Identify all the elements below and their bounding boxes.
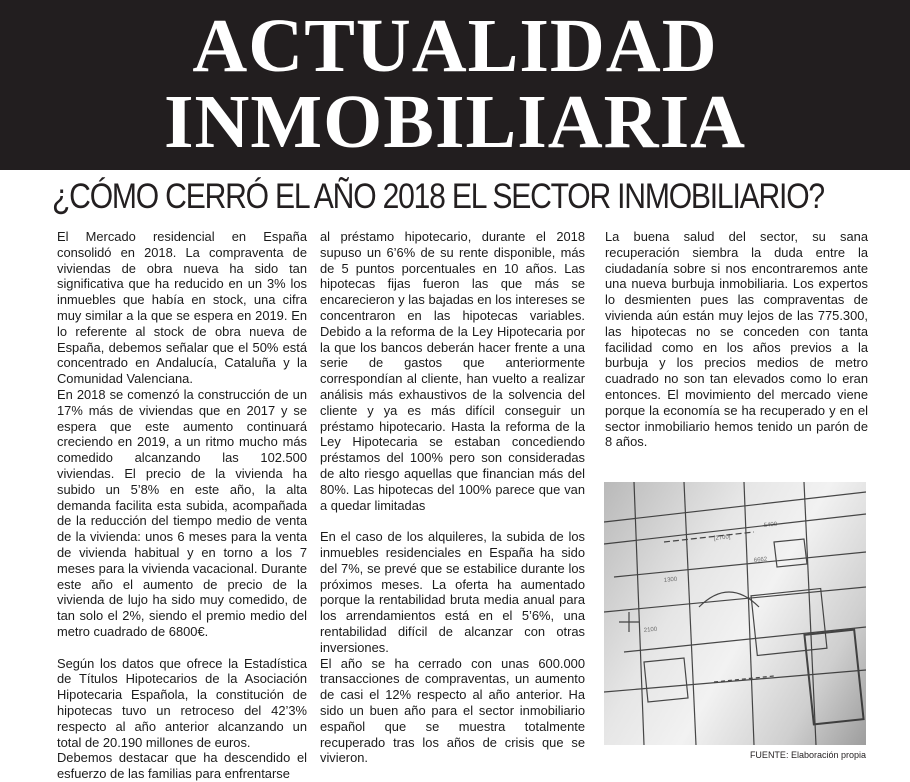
paragraph: En 2018 se comenzó la construcción de un 17% más de viviendas que en 2017 y se espera que este aumento continuará creciendo en 2019, a un ritmo mucho más comedido alcanzando las 102.500 viviendas. El precio de la vivienda ha subido un 5’8% en este año, la alta demanda facilita esta subida, acompañada de la reducción del tiempo medio de venta de la vivienda: unos 6 meses para la venta de vivienda habitual y en torno a los 7 meses para la vivienda vacacional. Durante este año el aumento de precio de la vivienda de lujo ha sido muy comedido, de tan solo el 2%, siendo el premio medio del metro cuadrado de 6800€. [57,386,307,639]
paragraph: El año se ha cerrado con unas 600.000 transacciones de compraventas, un aumento de casi el 12% respecto al año anterior. Ha sido un buen año para el sector inmobiliario español que se muestra totalmente recuperado tras los años de crisis que se vivieron. [320,655,585,766]
masthead-title-line-2: INMOBILIARIA [163,80,747,164]
svg-text:[2700]: [2700] [713,534,731,542]
paragraph: En el caso de los alquileres, la subida de los inmuebles residenciales en España ha sido del 7%, se prevé que se estabilice durante los próximos meses. La oferta ha aumentado porque la rentabilidad bruta media anual para los arrendamientos está en el 5’6%, una rentabilidad difícil de alcanzar con otras inversiones. [320,529,585,655]
source-caption: FUENTE: Elaboración propia [749,750,866,760]
article-headline: ¿CÓMO CERRÓ EL AÑO 2018 EL SECTOR INMOBILIARIO? [52,177,824,216]
paragraph: Según los datos que ofrece la Estadística de Títulos Hipotecarios de la Asociación Hipotecaria Española, la constitución de hipotecas tuvo un retroceso del 42’3% respecto al año anterior alcanzando un total de 20.190 millones de euros. [57,655,307,750]
paragraph: Debemos destacar que ha descendido el esfuerzo de las familias para enfrentarse [57,750,307,782]
masthead [0,0,910,170]
svg-text:6662: 6662 [753,556,768,564]
blueprint-photo [604,482,866,745]
paragraph: al préstamo hipotecario, durante el 2018 supuso un 6’6% de su rente disponible, más de 5 puntos porcentuales en 10 años. Las hipotecas fijas fueron las que más se encarecieron y las bajadas en los intereses se concentraron en las hipotecas variables. Debido a la reforma de la Ley Hipotecaria por la que los bancos deberán hacer frente a una serie de gastos que anteriormente correspondían al cliente, han vuelto a realizar análisis más exhaustivos de la solvencia del cliente y ya es más difícil conseguir un préstamo hipotecario. Hasta la reforma de la Ley Hipotecaria se estaban concediendo préstamos del 100% pero son consideradas de alto riesgo aquellas que financian más del 80%. Las hipotecas del 100% parece que van a quedar limitadas [320,229,585,513]
svg-text:5400: 5400 [763,521,778,529]
article-column-3 [605,229,868,450]
blueprint-drawing [604,482,866,745]
article-column-1 [57,229,307,782]
paragraph: El Mercado residencial en España consolidó en 2018. La compraventa de viviendas de obra nueva ha sido tan significativa que ha reducido en un 3% los inmuebles que había en stock, una cifra muy similar a la que se espera en 2019. En lo referente al stock de obra nueva de España, debemos señalar que el 50% está concentrado en Andalucía, Cataluña y la Comunidad Valenciana. [57,229,307,387]
svg-text:2100: 2100 [643,626,658,634]
svg-text:1300: 1300 [663,576,678,584]
masthead-title-line-1: ACTUALIDAD [192,4,718,88]
paragraph: La buena salud del sector, su sana recuperación siembra la duda entre la ciudadanía sobre si nos encontraremos ante una nueva burbuja inmobiliaria. Los expertos lo desmienten pues las compraventas de vivienda aún están muy lejos de las 775.300, las hipotecas no se conceden con tanta facilidad como en los años previos a la burbuja y los precios medios de metro cuadrado no son tan elevados como lo eran entonces. El movimiento del mercado viene porque la economía se ha recuperado y en el sector inmobiliario hemos tenido un parón de 8 años. [605,229,868,450]
article-column-2 [320,229,585,766]
